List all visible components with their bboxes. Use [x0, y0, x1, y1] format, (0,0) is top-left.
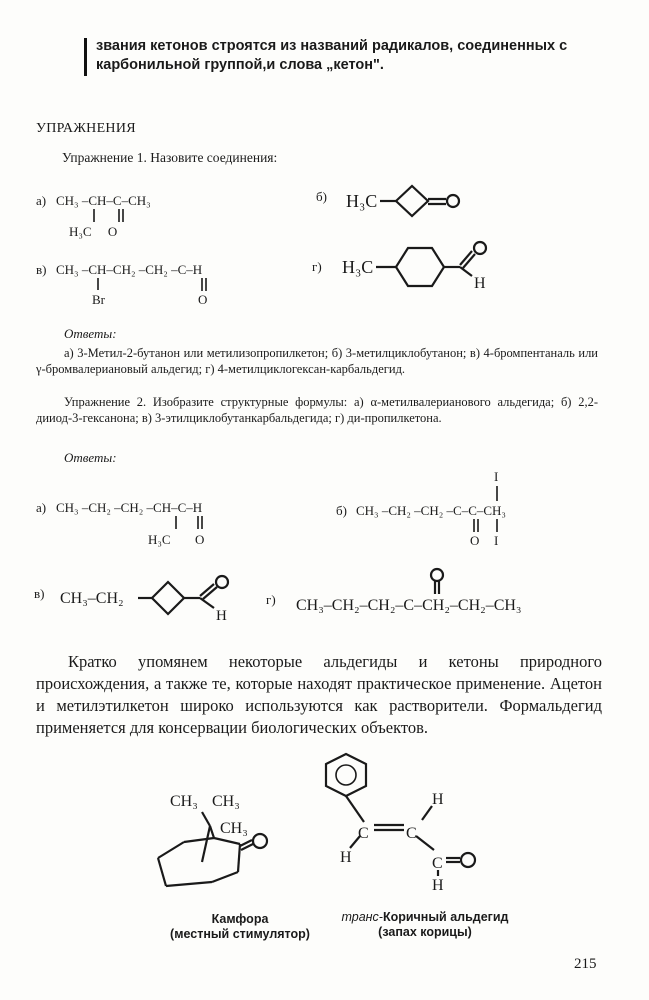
svg-text:б): б): [316, 189, 327, 204]
svg-text:г): г): [312, 259, 322, 274]
ex1-b-structure: [316, 180, 486, 220]
ex2-a-structure: [36, 498, 256, 554]
section-title: УПРАЖНЕНИЯ: [36, 121, 136, 136]
ex2-b-structure: [336, 466, 556, 556]
svg-text:C: C: [358, 825, 369, 842]
ex2-g-structure: [266, 566, 596, 626]
svg-text:CH₃ –CH₂ –CH₂ –CH–C–H: CH₃ –CH₂ –CH₂ –CH–C–H: [56, 500, 203, 515]
svg-text:O: O: [195, 532, 205, 547]
ex1-answers-text: а) 3-Метил-2-бутанон или метилизопропилкетон; б) 3-метилциклобутанон; в) 4-бромпентаналь или γ-бромвалериановый альдегид; г) 4-метилциклогексан-карбальдегид.: [36, 346, 598, 376]
svg-text:CH₃ –CH–C–CH₃: CH₃ –CH–C–CH₃: [56, 193, 151, 208]
intro-text: звания кетонов строятся из названий радикалов, соединенных с карбонильной группой,и слова „кетон".: [96, 38, 568, 73]
ex2-v-structure: [34, 566, 264, 626]
svg-text:H₃C: H₃C: [148, 532, 171, 547]
svg-text:H₃C O: H₃C O: [69, 224, 118, 239]
cinnamaldehyde-structure: [316, 752, 476, 892]
svg-text:H₃C: H₃C: [346, 191, 378, 211]
svg-text:б): б): [336, 503, 347, 518]
page-number: 215: [574, 956, 597, 972]
exercise1-heading: Упражнение 1. Назовите соединения:: [62, 150, 278, 165]
svg-text:CH₃–CH₂–CH₂–C–CH₂–CH₂–CH₃: CH₃–CH₂–CH₂–C–CH₂–CH₂–CH₃: [296, 597, 522, 614]
svg-text:CH₃ –CH–CH₂ –CH₂ –C–H: CH₃ –CH–CH₂ –CH₂ –C–H: [56, 262, 203, 277]
svg-text:в): в): [36, 262, 47, 277]
svg-text:H: H: [432, 877, 444, 894]
exercise2-heading: Упражнение 2. Изобразите структурные формулы: а) α-метилвалерианового альдегида; б) 2,2-дииод-3-гексанона; в) 3-этилциклобутанкарбальдегида; г) ди-пропилкетона.: [36, 395, 598, 425]
svg-text:H: H: [432, 791, 444, 808]
svg-text:O: O: [470, 533, 480, 548]
ex1-g-structure: [312, 238, 512, 298]
ex2-answers-label: Ответы:: [64, 450, 117, 465]
svg-text:O: O: [198, 292, 208, 307]
svg-text:CH₃–CH₂: CH₃–CH₂: [60, 590, 124, 607]
ex1-answers-label: Ответы:: [64, 326, 117, 341]
svg-text:а): а): [36, 193, 47, 208]
svg-text:I: I: [494, 469, 499, 484]
camphor-caption: [150, 912, 330, 942]
cinnamal-caption-note: (запах корицы): [378, 925, 472, 939]
margin-bar: [84, 38, 87, 76]
ex1-a-structure: [36, 186, 206, 242]
svg-text:CH₃: CH₃: [212, 793, 240, 810]
camphor-structure: [148, 786, 288, 896]
svg-text:CH₃ –CH₂ –CH₂ –C–C–CH₃: CH₃ –CH₂ –CH₂ –C–C–CH₃: [356, 503, 506, 518]
svg-text:CH₃: CH₃: [220, 820, 248, 837]
svg-text:H: H: [216, 608, 227, 624]
svg-text:C: C: [406, 825, 417, 842]
svg-text:H: H: [340, 849, 352, 866]
svg-text:H: H: [474, 275, 486, 292]
body-paragraph: Кратко упомянем некоторые альдегиды и кетоны природного происхождения, а также те, которые находят практическое применение. Ацетон и метилэтилкетон широко используются как растворители. Формальдегид применяется для консервации биологических объектов.: [36, 652, 602, 737]
svg-text:C: C: [432, 855, 443, 872]
camphor-caption-name: Камфора: [211, 912, 269, 926]
svg-text:в): в): [34, 586, 45, 601]
camphor-caption-note: (местный стимулятор): [170, 927, 310, 941]
cinnamal-caption-name: транс-Коричный альдегид: [341, 910, 509, 924]
ex1-v-structure: [36, 258, 286, 314]
svg-text:Br: Br: [92, 292, 105, 307]
svg-text:H₃C: H₃C: [342, 257, 374, 277]
svg-text:CH₃: CH₃: [170, 793, 198, 810]
svg-text:I: I: [494, 533, 499, 548]
svg-text:г): г): [266, 592, 276, 607]
svg-text:а): а): [36, 500, 47, 515]
cinnamal-caption: [330, 910, 520, 940]
